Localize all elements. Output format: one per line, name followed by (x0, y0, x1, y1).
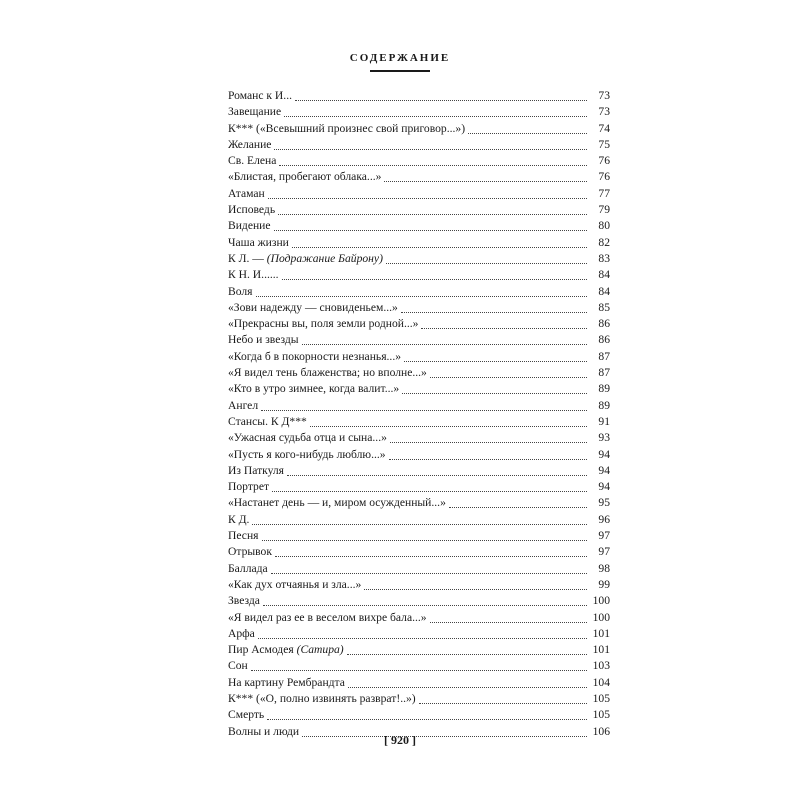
dot-leader (295, 90, 587, 101)
toc-entry-page: 80 (598, 219, 610, 233)
toc-entry-title: Исповедь (228, 203, 276, 217)
dot-leader (449, 497, 587, 508)
toc-entry-page: 84 (598, 268, 610, 282)
toc-entry-page: 84 (598, 284, 610, 298)
dot-leader (310, 416, 587, 427)
toc-entry (228, 398, 610, 414)
toc-entry-title: Завещание (228, 105, 282, 119)
toc-entry (228, 675, 610, 691)
toc-entry (228, 495, 610, 511)
toc-entry-title: «Как дух отчаянья и зла...» (228, 577, 362, 591)
dot-leader (274, 139, 587, 150)
toc-entry (228, 577, 610, 593)
toc-entry-page: 94 (598, 447, 610, 461)
toc-entry-title: Сон (228, 659, 248, 673)
dot-leader (389, 449, 587, 460)
toc-entry-page: 105 (592, 691, 610, 705)
dot-leader (364, 579, 587, 590)
toc-entry (228, 626, 610, 642)
toc-entry (228, 169, 610, 185)
toc-entry-title: Песня (228, 529, 259, 543)
toc-entry-title: «Я видел раз ее в веселом вихре бала...» (228, 610, 427, 624)
dot-leader (430, 367, 587, 378)
toc-entry-title: Ангел (228, 398, 259, 412)
table-of-contents (228, 88, 610, 740)
toc-entry-subtitle: (Сатира) (296, 643, 344, 657)
toc-entry-page: 87 (598, 349, 610, 363)
toc-entry-page: 79 (598, 203, 610, 217)
toc-entry-page: 95 (598, 496, 610, 510)
toc-entry (228, 707, 610, 723)
toc-entry-title: Воля (228, 284, 253, 298)
toc-entry (228, 561, 610, 577)
toc-entry-title: «Зови надежду — сновиденьем...» (228, 300, 398, 314)
toc-entry-title: «Ужасная судьба отца и сына...» (228, 431, 387, 445)
toc-entry-title: Портрет (228, 480, 270, 494)
toc-entry (228, 349, 610, 365)
toc-entry (228, 463, 610, 479)
dot-leader (402, 383, 587, 394)
dot-leader (386, 253, 587, 264)
toc-entry (228, 300, 610, 316)
dot-leader (430, 612, 587, 623)
dot-leader (404, 351, 587, 362)
toc-entry-title: Баллада (228, 561, 268, 575)
dot-leader (274, 220, 587, 231)
toc-entry-title: «Блистая, пробегают облака...» (228, 170, 382, 184)
toc-entry (228, 381, 610, 397)
title-underline (370, 70, 430, 72)
toc-entry (228, 658, 610, 674)
toc-entry-page: 104 (592, 675, 610, 689)
toc-entry-page: 87 (598, 366, 610, 380)
toc-entry-title: Звезда (228, 594, 260, 608)
toc-entry-page: 100 (592, 610, 610, 624)
dot-leader (263, 595, 587, 606)
toc-entry-page: 76 (598, 170, 610, 184)
toc-entry (228, 137, 610, 153)
toc-entry-title: «Кто в утро зимнее, когда валит...» (228, 382, 400, 396)
toc-entry (228, 365, 610, 381)
toc-entry-page: 86 (598, 333, 610, 347)
toc-entry-title: Арфа (228, 626, 255, 640)
toc-entry (228, 284, 610, 300)
dot-leader (252, 514, 587, 525)
toc-entry (228, 447, 610, 463)
page-title: СОДЕРЖАНИЕ (349, 52, 451, 64)
toc-entry-title: Чаша жизни (228, 235, 289, 249)
dot-leader (256, 286, 588, 297)
toc-entry-title: «Прекрасны вы, поля земли родной...» (228, 317, 419, 331)
toc-entry-page: 100 (592, 594, 610, 608)
toc-entry (228, 316, 610, 332)
dot-leader (302, 334, 587, 345)
dot-leader (401, 302, 587, 313)
dot-leader (262, 530, 588, 541)
toc-entry (228, 544, 610, 560)
toc-entry-page: 86 (598, 317, 610, 331)
toc-entry (228, 593, 610, 609)
toc-entry (228, 104, 610, 120)
toc-entry-title: Из Паткуля (228, 463, 285, 477)
dot-leader (468, 123, 587, 134)
toc-entry-title: Смерть (228, 708, 265, 722)
toc-entry-title: Небо и звезды (228, 333, 299, 347)
dot-leader (275, 546, 587, 557)
toc-entry-title: «Пусть я кого-нибудь люблю...» (228, 447, 386, 461)
toc-entry (228, 414, 610, 430)
dot-leader (347, 644, 587, 655)
toc-entry-page: 97 (598, 529, 610, 543)
toc-entry (228, 235, 610, 251)
toc-entry (228, 251, 610, 267)
toc-entry-title: Видение (228, 219, 271, 233)
dot-leader (258, 628, 587, 639)
dot-leader (278, 204, 587, 215)
toc-entry-title: К Д. (228, 512, 250, 526)
toc-entry-page: 101 (592, 626, 610, 640)
toc-entry-page: 93 (598, 431, 610, 445)
dot-leader (348, 677, 587, 688)
toc-entry (228, 332, 610, 348)
toc-entry-title: «Настанет день — и, миром осужденный...» (228, 496, 446, 510)
toc-entry-page: 101 (592, 643, 610, 657)
toc-entry-page: 73 (598, 89, 610, 102)
toc-entry (228, 153, 610, 169)
toc-entry-page: 77 (598, 186, 610, 200)
dot-leader (282, 269, 587, 280)
toc-entry-page: 89 (598, 382, 610, 396)
toc-entry (228, 202, 610, 218)
toc-entry-title: «Я видел тень блаженства; но вполне...» (228, 366, 427, 380)
toc-entry-page: 83 (598, 251, 610, 265)
toc-entry-page: 106 (592, 724, 610, 738)
toc-entry-page: 85 (598, 300, 610, 314)
toc-entry (228, 430, 610, 446)
dot-leader (384, 171, 587, 182)
toc-entry-page: 76 (598, 154, 610, 168)
dot-leader (251, 660, 587, 671)
dot-leader (267, 709, 587, 720)
toc-entry (228, 642, 610, 658)
toc-entry-page: 74 (598, 121, 610, 135)
toc-entry-page: 75 (598, 137, 610, 151)
toc-entry (228, 267, 610, 283)
toc-entry-page: 82 (598, 235, 610, 249)
toc-entry-page: 94 (598, 480, 610, 494)
dot-leader (292, 237, 587, 248)
toc-entry-title: К Н. И...... (228, 268, 279, 282)
toc-entry (228, 186, 610, 202)
dot-leader (419, 693, 587, 704)
dot-leader (279, 155, 587, 166)
toc-entry-page: 99 (598, 577, 610, 591)
toc-entry-title: На картину Рембрандта (228, 675, 345, 689)
toc-entry-page: 103 (592, 659, 610, 673)
toc-entry (228, 479, 610, 495)
toc-entry (228, 691, 610, 707)
toc-entry-page: 91 (598, 414, 610, 428)
toc-entry-title: «Когда б в покорности незнанья...» (228, 349, 402, 363)
dot-leader (271, 563, 587, 574)
toc-entry-title: Желание (228, 137, 272, 151)
toc-entry-title: Стансы. К Д*** (228, 414, 307, 428)
toc-entry-title: Волны и люди (228, 724, 300, 738)
dot-leader (284, 106, 587, 117)
dot-leader (287, 465, 587, 476)
toc-entry-page: 89 (598, 398, 610, 412)
dot-leader (272, 481, 587, 492)
dot-leader (268, 188, 587, 199)
toc-entry-page: 98 (598, 561, 610, 575)
dot-leader (421, 318, 587, 329)
toc-entry (228, 512, 610, 528)
toc-entry-page: 97 (598, 545, 610, 559)
toc-entry-subtitle: (Подражание Байрону) (266, 251, 383, 265)
page-number: [ 920 ] (384, 733, 416, 747)
toc-entry-page: 94 (598, 463, 610, 477)
toc-entry-page: 96 (598, 512, 610, 526)
dot-leader (390, 432, 587, 443)
toc-entry-title: Св. Елена (228, 154, 277, 168)
toc-entry (228, 121, 610, 137)
toc-entry (228, 528, 610, 544)
toc-entry-page: 105 (592, 708, 610, 722)
toc-entry-title: Романс к И... (228, 89, 292, 102)
toc-entry (228, 88, 610, 104)
toc-entry-title: К*** («О, полно извинять разврат!..») (228, 691, 416, 705)
toc-entry-title: К*** («Всевышний произнес свой приговор...») (228, 121, 466, 135)
toc-entry-title: К Л. — (Подражание Байрону) (228, 251, 383, 265)
dot-leader (261, 400, 587, 411)
toc-entry-title: Отрывок (228, 545, 272, 559)
toc-entry (228, 610, 610, 626)
toc-entry-page: 73 (598, 105, 610, 119)
toc-entry-title: Пир Асмодея (Сатира) (228, 643, 344, 657)
toc-entry (228, 218, 610, 234)
page-header (0, 52, 800, 72)
toc-entry-title: Атаман (228, 186, 265, 200)
